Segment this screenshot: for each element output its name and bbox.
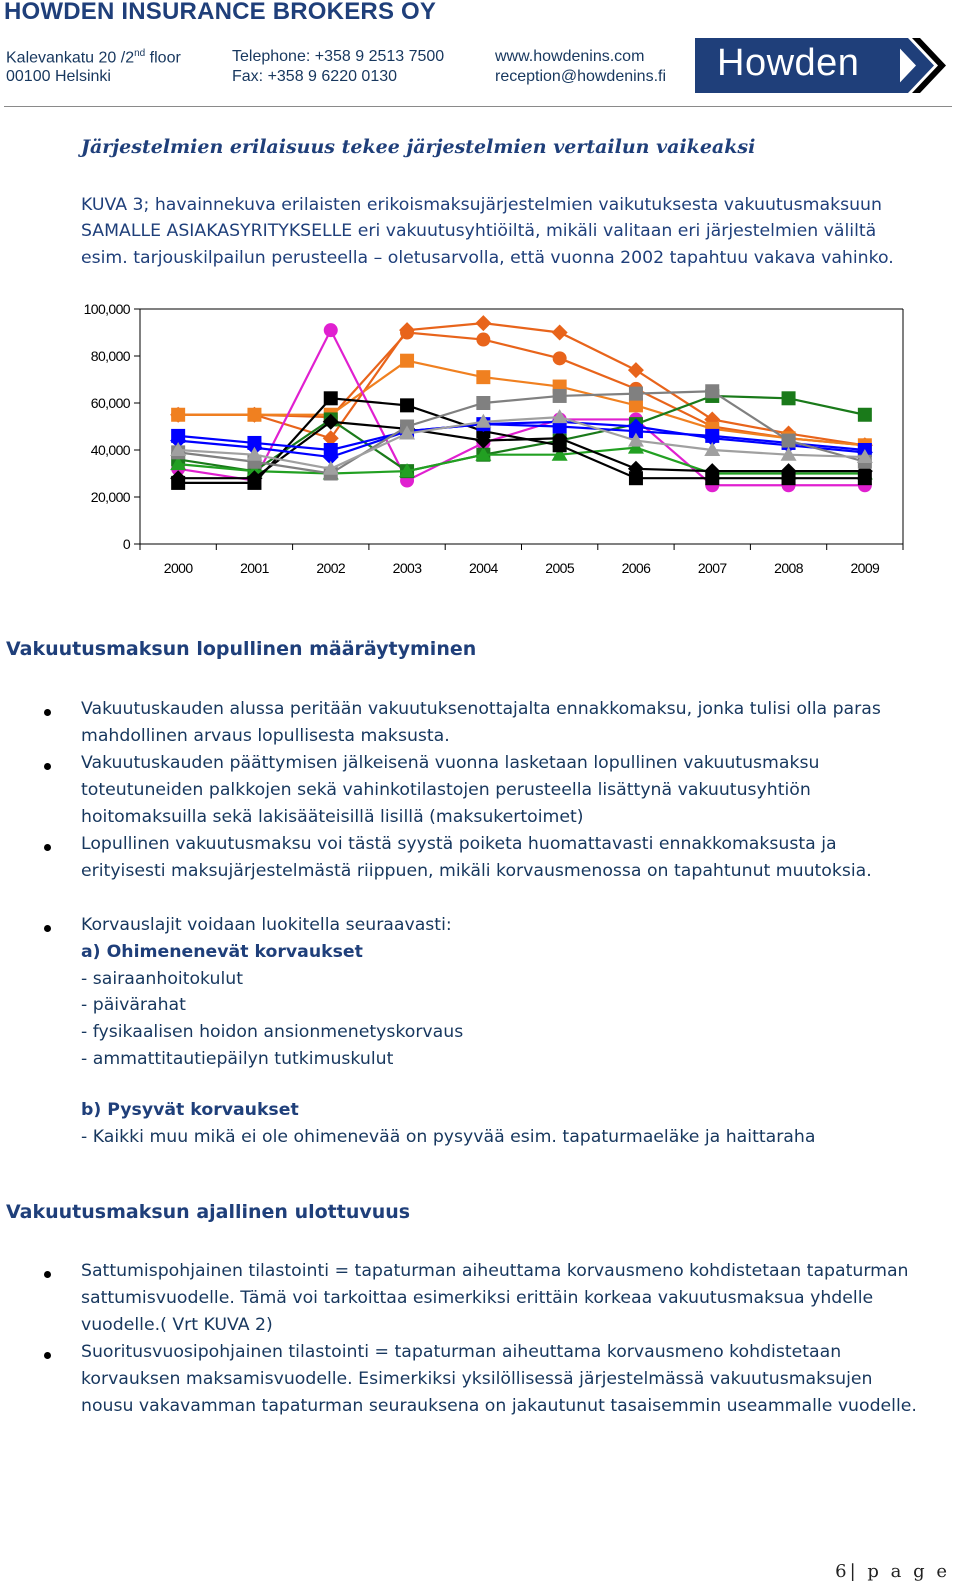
web-link[interactable]: www.howdenins.com	[495, 48, 645, 65]
data-point	[858, 408, 872, 422]
y-tick-label: 100,000	[83, 301, 130, 317]
logo-chevron-icon	[890, 38, 946, 93]
data-point	[324, 391, 338, 405]
fax-text: Fax: +358 9 6220 0130	[232, 68, 398, 85]
bullet-dot	[44, 709, 51, 716]
data-point	[476, 333, 490, 347]
section3-title: Vakuutusmaksun ajallinen ulottuvuus	[6, 1201, 411, 1223]
data-point	[782, 391, 796, 405]
y-tick-label: 40,000	[90, 442, 130, 458]
section2-bullet-3: Lopullinen vakuutusmaksu voi tästä syystä poiketa huomattavasti ennakkomaksusta ja erityisesti maksujärjestelmästä riippuen, mikäli korvausmenossa on tapahtunut muutoksia.	[81, 834, 872, 881]
telephone-text: Telephone: +358 9 2513 7500	[232, 48, 445, 65]
email-link[interactable]: reception@howdenins.fi	[495, 68, 667, 85]
series-line	[178, 330, 865, 485]
class-a-item: - päivärahat	[81, 995, 186, 1016]
section1-title: Järjestelmien erilaisuus tekee järjestelmien vertailun vaikeaksi	[81, 136, 756, 158]
address-line-1: Kalevankatu 20 /2nd floor	[6, 48, 181, 67]
x-tick-label: 2004	[468, 560, 498, 576]
y-tick-label: 60,000	[90, 395, 130, 411]
y-tick-label: 80,000	[90, 348, 130, 364]
caption-line: SAMALLE ASIAKASYRITYKSELLE eri vakuutusyhtiöiltä, mikäli valitaan eri järjestelmien väliltä	[81, 221, 877, 242]
x-tick-label: 2006	[621, 560, 651, 576]
data-point	[475, 315, 491, 331]
x-tick-label: 2005	[545, 560, 575, 576]
class-b-text: - Kaikki muu mikä ei ole ohimenevää on pysyvää esim. tapaturmaeläke ja haittaraha	[81, 1126, 816, 1147]
y-tick-label: 0	[122, 536, 130, 552]
bullet-dot	[44, 925, 51, 932]
data-point	[324, 323, 338, 337]
bullet-dot	[44, 1352, 51, 1359]
data-point	[476, 396, 490, 410]
x-tick-label: 2002	[316, 560, 346, 576]
data-point	[400, 326, 414, 340]
class-a-item: - fysikaalisen hoidon ansionmenetyskorvaus	[81, 1022, 464, 1043]
howden-logo	[695, 38, 947, 93]
class-a-title: a) Ohimenenevät korvaukset	[81, 941, 363, 962]
class-b-title: b) Pysyvät korvaukset	[81, 1100, 299, 1120]
data-point	[553, 389, 567, 403]
bullet-dot	[44, 763, 51, 770]
caption-line: KUVA 3; havainnekuva erilaisten erikoismaksujärjestelmien vaikutuksesta vakuutusmaksuun	[81, 195, 882, 215]
data-point	[553, 351, 567, 365]
premium-line-chart	[0, 292, 960, 592]
section3-bullet-2: Suoritusvuosipohjainen tilastointi = tapaturman aiheuttama korvausmeno kohdistetaan korvauksen maksamisvuodelle. Esimerkiksi yksilöllisessä järjestelmässä vakuutusmaksujen nousu vakavamman tapaturman seurauksena on jakautunut tasaisemmin useammalle vuodelle.	[81, 1342, 917, 1416]
x-tick-label: 2008	[774, 560, 803, 576]
class-a-item: - ammattitautiepäilyn tutkimuskulut	[81, 1048, 394, 1069]
y-tick-label: 20,000	[90, 489, 130, 505]
page-footer	[835, 1561, 950, 1582]
series-line	[178, 361, 865, 446]
data-point	[400, 354, 414, 368]
section2-bullet-2: Vakuutuskauden päättymisen jälkeisenä vuonna lasketaan lopullinen vakuutusmaksu toteutuneiden palkkojen sekä vahinkotilastojen perusteella lisättynä vakuutusyhtiön hoitomaksuilla sekä lakisääteisillä lisillä (maksukertoimet)	[81, 753, 820, 827]
x-tick-label: 2003	[392, 560, 422, 576]
class-a-item: - sairaanhoitokulut	[81, 968, 243, 989]
section3-bullet-1: Sattumispohjainen tilastointi = tapaturman aiheuttama korvausmeno kohdistetaan tapaturman sattumisvuodelle. Tämä voi tarkoittaa esimerkiksi erittäin korkeaa vakuutusmaksua yhdelle vuodelle.( Vrt KUVA 2)	[81, 1261, 909, 1335]
x-tick-label: 2007	[697, 560, 727, 576]
caption-line: esim. tarjouskilpailun perusteella – oletusarvolla, että vuonna 2002 tapahtuu vakava vahinko.	[81, 247, 894, 268]
data-point	[476, 370, 490, 384]
data-point	[171, 408, 185, 422]
page-number: 6	[835, 1561, 850, 1582]
section2-bullet-1: Vakuutuskauden alussa peritään vakuutuksenottajalta ennakkomaksu, jonka tulisi olla paras mahdollinen arvaus lopullisesta maksusta.	[81, 699, 881, 746]
class-b-block	[81, 1097, 951, 1151]
x-tick-label: 2009	[850, 560, 880, 576]
data-point	[247, 408, 261, 422]
data-point	[552, 325, 568, 341]
x-tick-label: 2001	[240, 560, 269, 576]
bullet-dot	[44, 844, 51, 851]
data-point	[400, 398, 414, 412]
data-point	[629, 387, 643, 401]
company-name: HOWDEN INSURANCE BROKERS OY	[4, 0, 437, 25]
logo-text: Howden	[717, 42, 860, 84]
figure-caption	[81, 192, 956, 271]
data-point	[705, 384, 719, 398]
section2-title: Vakuutusmaksun lopullinen määräytyminen	[6, 638, 477, 660]
address-line-2: 00100 Helsinki	[6, 68, 111, 85]
header-divider	[4, 106, 952, 107]
page-label: | p a g e	[849, 1561, 950, 1582]
compensation-classes: Korvauslajit voidaan luokitella seuraavasti: a) Ohimenenevät korvaukset - sairaanhoitokulut - päivärahat - fysikaalisen hoidon ansionmenetyskorvaus - ammattitautiepäilyn tutkimuskulut	[81, 912, 951, 1073]
series-line	[178, 391, 865, 473]
x-tick-label: 2000	[163, 560, 193, 576]
data-point	[782, 434, 796, 448]
bullet-dot	[44, 1271, 51, 1278]
data-point	[628, 362, 644, 378]
